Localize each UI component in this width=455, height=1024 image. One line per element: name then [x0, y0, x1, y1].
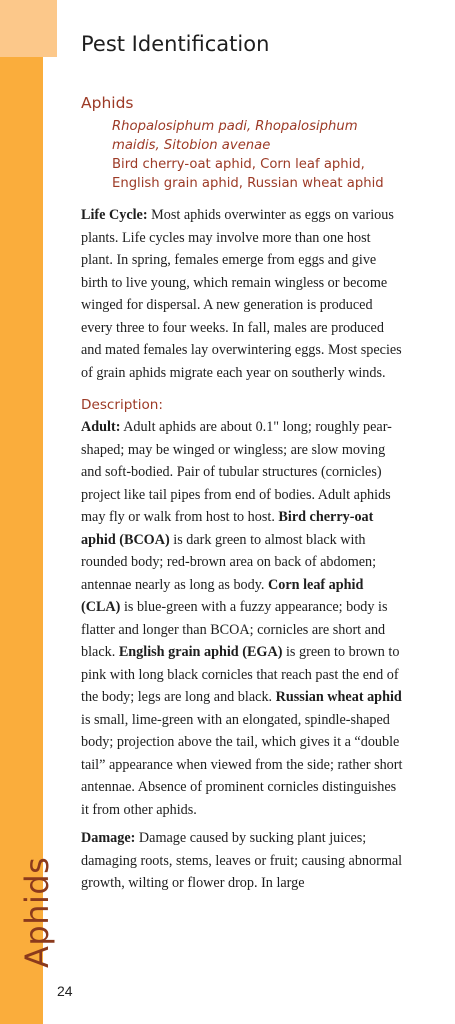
adult-text: Adult aphids are about 0.1" long; roughly pear-shaped; may be winged or wingless; are slow moving and soft-bodied. Pair of tubular structures (cornicles) project like tail pipes from end of bodies. Adult aphids may fly or walk from host to host. — [81, 419, 392, 525]
page-content — [81, 32, 405, 895]
adult-label: Adult: — [81, 419, 121, 435]
pest-name: Aphids — [81, 94, 134, 112]
damage-label: Damage: — [81, 830, 136, 846]
side-tab-label: Aphids — [18, 856, 56, 968]
description-paragraph — [81, 416, 405, 821]
species-block — [112, 117, 405, 193]
cla-text: is blue-green with a fuzzy appearance; body is flatter and longer than BCOA; cornicles are short and black. — [81, 599, 388, 660]
bcoa-label: Bird cherry-oat aphid (BCOA) — [81, 509, 374, 548]
life-cycle-text: Most aphids overwinter as eggs on various plants. Life cycles may involve more than one host plant. In spring, females emerge from eggs and give birth to live young, which remain wingless or become winged for dispersal. A new generation is produced every three to four weeks. In fall, males are produced and mated females lay overwintering eggs. Most species of grain aphids migrate each year on southerly winds. — [81, 207, 402, 381]
page-number: 24 — [57, 983, 73, 999]
common-names: Bird cherry-oat aphid, Corn leaf aphid, English grain aphid, Russian wheat aphid — [112, 157, 384, 191]
bcoa-text: is dark green to almost black with rounded body; red-brown area on back of abdomen; antennae nearly as long as body. — [81, 531, 377, 593]
ega-label: English grain aphid (EGA) — [118, 644, 283, 660]
ega-text: is green to brown to pink with long black cornicles that reach past the end of the body; legs are long and black. — [81, 644, 400, 705]
damage-text: Damage caused by sucking plant juices; damaging roots, stems, leaves or fruit; causing abnormal growth, wilting or flower drop. In large — [81, 830, 403, 891]
cla-label: Corn leaf aphid (CLA) — [81, 576, 364, 615]
page-title: Pest Identification — [81, 32, 270, 56]
life-cycle-label: Life Cycle: — [81, 207, 148, 223]
description-heading: Description: — [81, 397, 164, 413]
tab-corner-block — [0, 0, 57, 57]
life-cycle-paragraph — [81, 204, 405, 384]
damage-paragraph — [81, 827, 405, 895]
rwa-label: Russian wheat aphid — [275, 689, 402, 705]
scientific-names: Rhopalosiphum padi, Rhopalosiphum maidis, Sitobion avenae — [112, 119, 358, 153]
rwa-text: is small, lime-green with an elongated, spindle-shaped body; projection above the tail, which gives it a “double tail” appearance when viewed from the side; rather short antennae. Absence of prominent cornicles distinguishes it from other aphids. — [81, 711, 403, 818]
